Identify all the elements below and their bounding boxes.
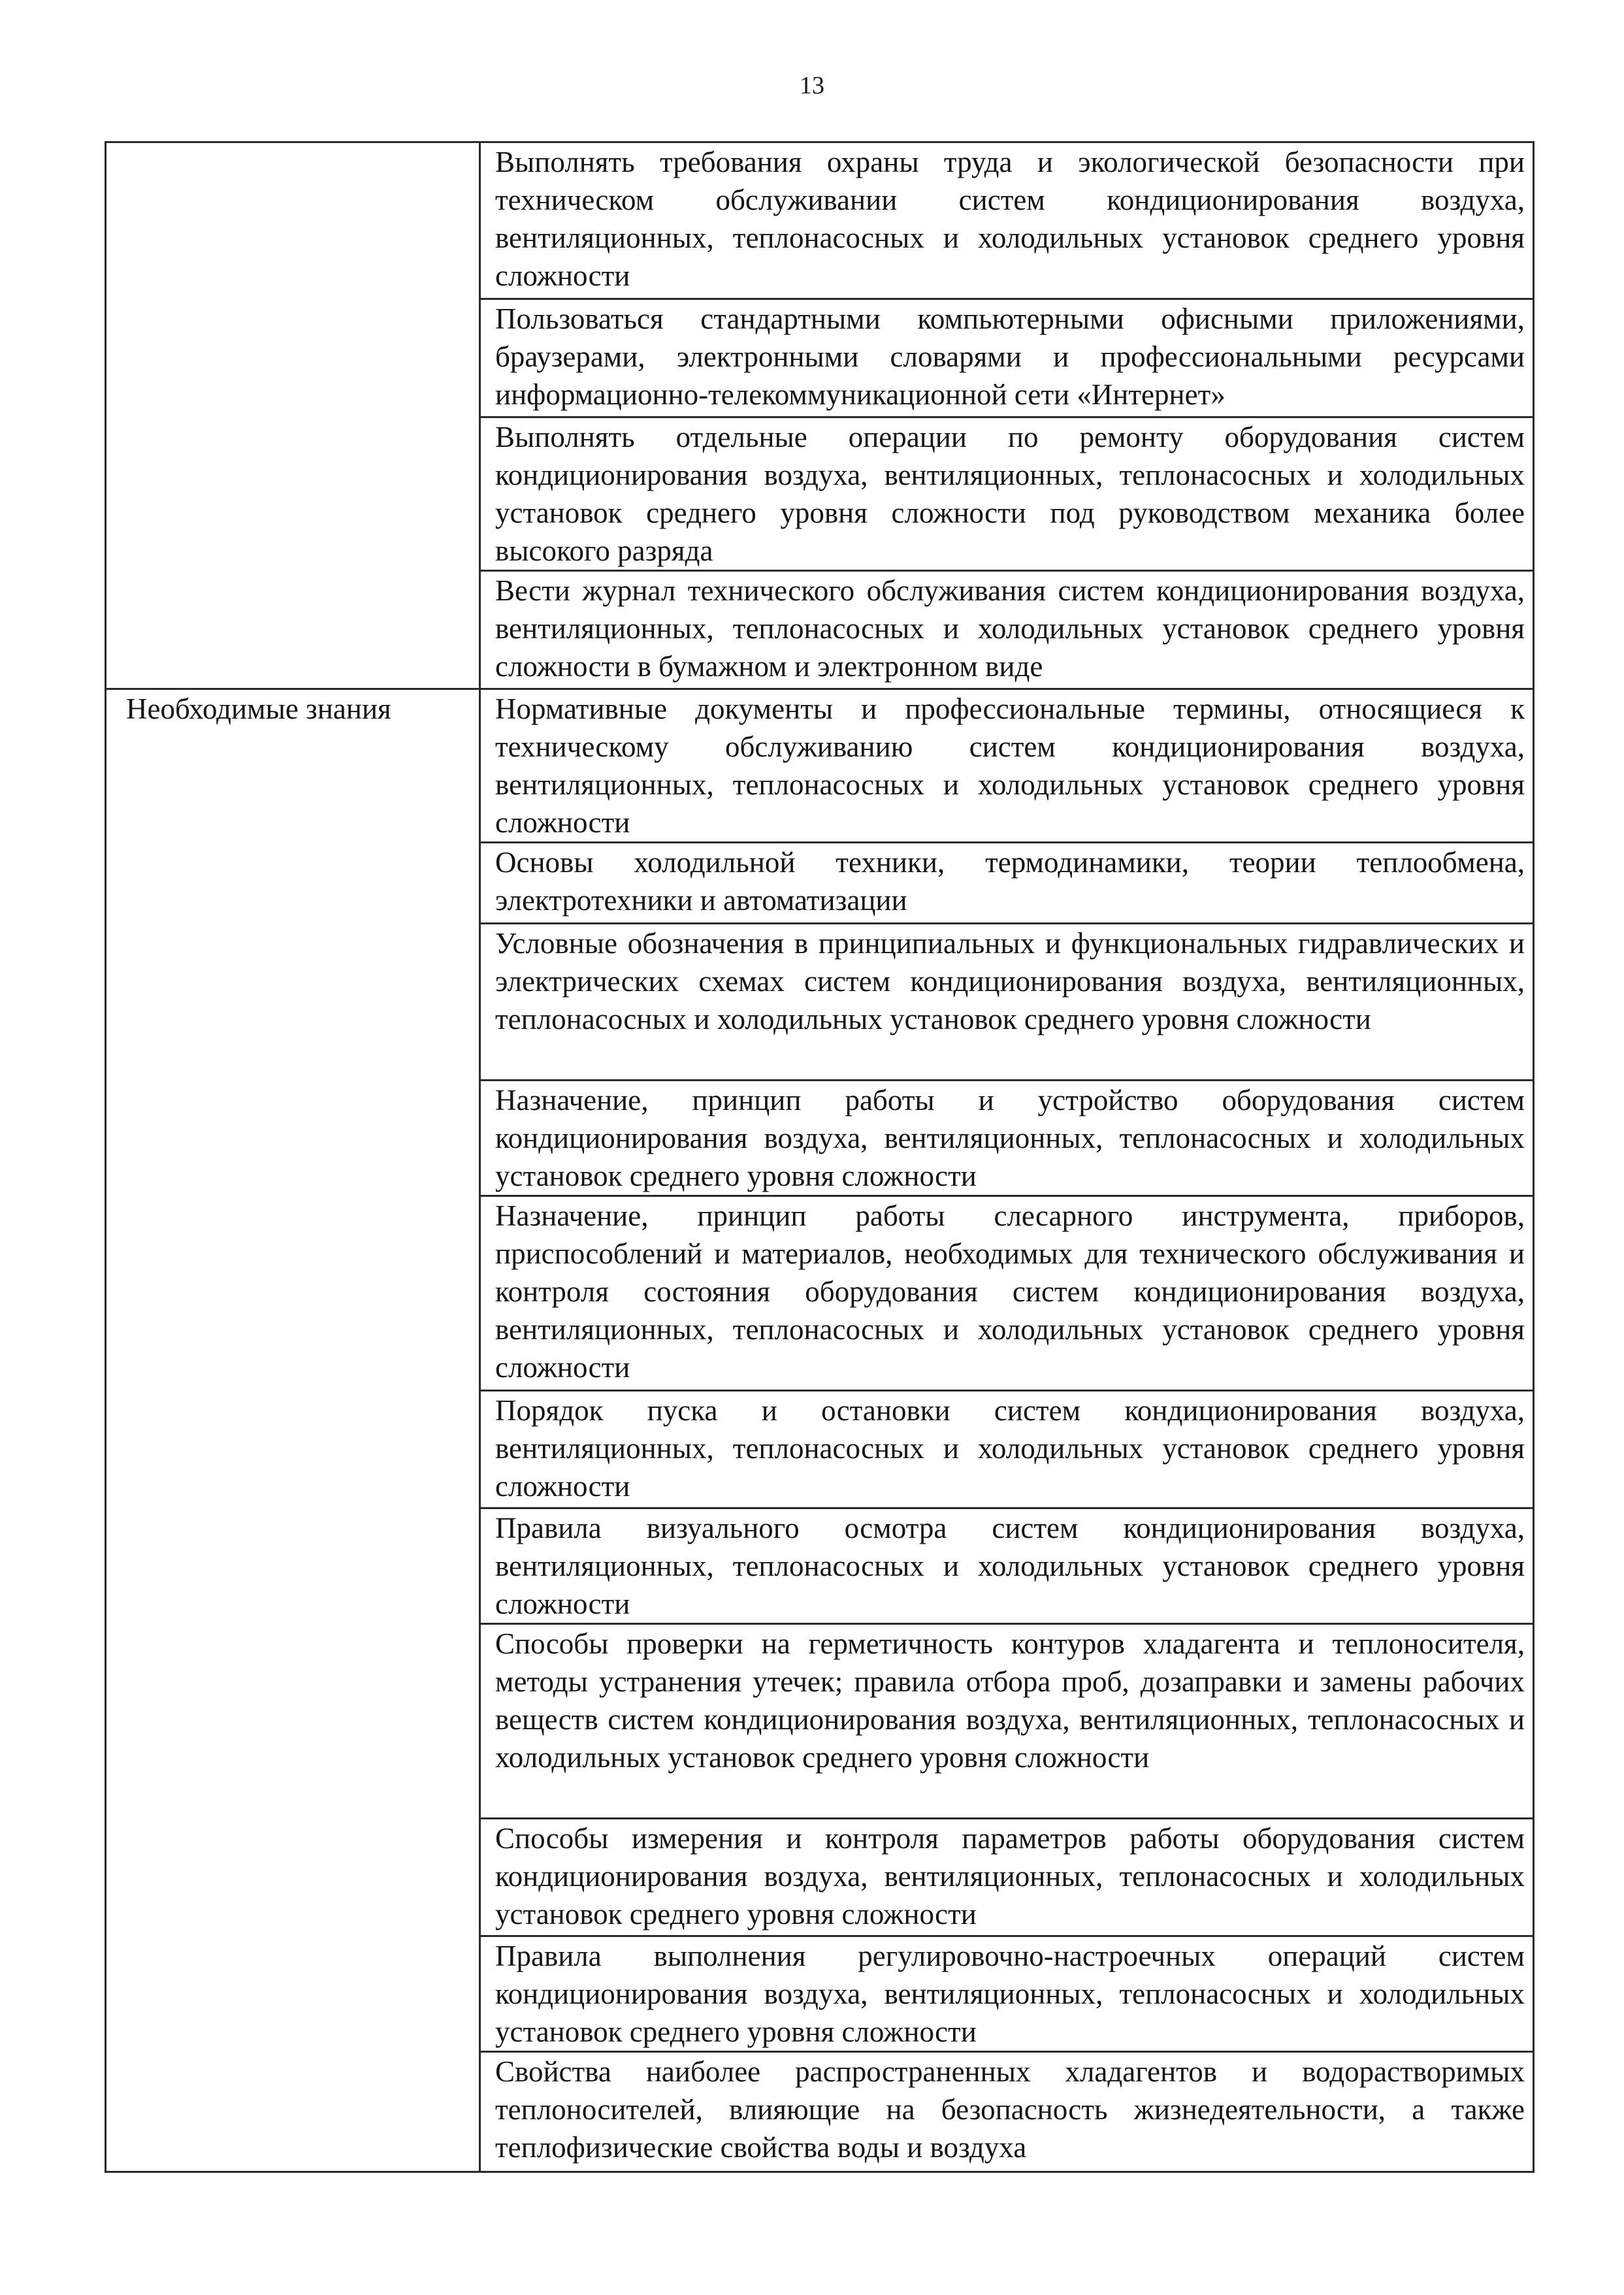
table-cell-text: Правила выполнения регулировочно-настроечных операций систем кондиционирования воздуха, вентиляционных, теплонасосных и холодильных установок среднего уровня сложности xyxy=(480,1936,1534,2052)
table-cell-text: Порядок пуска и остановки систем кондиционирования воздуха, вентиляционных, теплонасосных и холодильных установок среднего уровня сложности xyxy=(480,1391,1534,1508)
table-cell-text: Свойства наиболее распространенных хладагентов и водорастворимых теплоносителей, влияющие на безопасность жизнедеятельности, а также теплофизические свойства воды и воздуха xyxy=(480,2052,1534,2172)
table-cell-text: Вести журнал технического обслуживания систем кондиционирования воздуха, вентиляционных, теплонасосных и холодильных установок среднего уровня сложности в бумажном и электронном виде xyxy=(480,571,1534,689)
table-cell-text: Способы проверки на герметичность контуров хладагента и теплоносителя, методы устранения утечек; правила отбора проб, дозаправки и замены рабочих веществ систем кондиционирования воздуха, вентиляционных, теплонасосных и холодильных установок среднего уровня сложности xyxy=(480,1624,1534,1819)
table-row xyxy=(106,689,1534,843)
table-cell-text: Пользоваться стандартными компьютерными офисными приложениями, браузерами, электронными словарями и профессиональными ресурсами информационно-телекоммуникационной сети «Интернет» xyxy=(480,299,1534,417)
table-row xyxy=(106,142,1534,299)
table-cell-text: Назначение, принцип работы и устройство оборудования систем кондиционирования воздуха, вентиляционных, теплонасосных и холодильных установок среднего уровня сложности xyxy=(480,1081,1534,1196)
competency-table xyxy=(105,141,1535,2173)
table-cell-text: Основы холодильной техники, термодинамики, теории теплообмена, электротехники и автоматизации xyxy=(480,843,1534,924)
table-cell-text: Назначение, принцип работы слесарного инструмента, приборов, приспособлений и материалов, необходимых для технического обслуживания и контроля состояния оборудования систем кондиционирования воздуха, вентиляционных, теплонасосных и холодильных установок среднего уровня сложности xyxy=(480,1196,1534,1391)
table-cell-text: Правила визуального осмотра систем кондиционирования воздуха, вентиляционных, теплонасосных и холодильных установок среднего уровня сложности xyxy=(480,1508,1534,1624)
table-cell-text: Выполнять отдельные операции по ремонту оборудования систем кондиционирования воздуха, вентиляционных, теплонасосных и холодильных установок среднего уровня сложности под руководством механика более высокого разряда xyxy=(480,417,1534,571)
row-label-skills xyxy=(106,142,480,689)
table-cell-text: Способы измерения и контроля параметров работы оборудования систем кондиционирования воздуха, вентиляционных, теплонасосных и холодильных установок среднего уровня сложности xyxy=(480,1819,1534,1936)
page-number: 13 xyxy=(800,72,824,99)
table-cell-text: Выполнять требования охраны труда и экологической безопасности при техническом обслуживании систем кондиционирования воздуха, вентиляционных, теплонасосных и холодильных установок среднего уровня сложности xyxy=(480,142,1534,299)
table-cell-text: Нормативные документы и профессиональные термины, относящиеся к техническому обслуживанию систем кондиционирования воздуха, вентиляционных, теплонасосных и холодильных установок среднего уровня сложности xyxy=(480,689,1534,843)
row-label-required-knowledge: Необходимые знания xyxy=(106,689,480,2172)
table-cell-text: Условные обозначения в принципиальных и функциональных гидравлических и электрических схемах систем кондиционирования воздуха, вентиляционных, теплонасосных и холодильных установок среднего уровня сложности xyxy=(480,924,1534,1081)
